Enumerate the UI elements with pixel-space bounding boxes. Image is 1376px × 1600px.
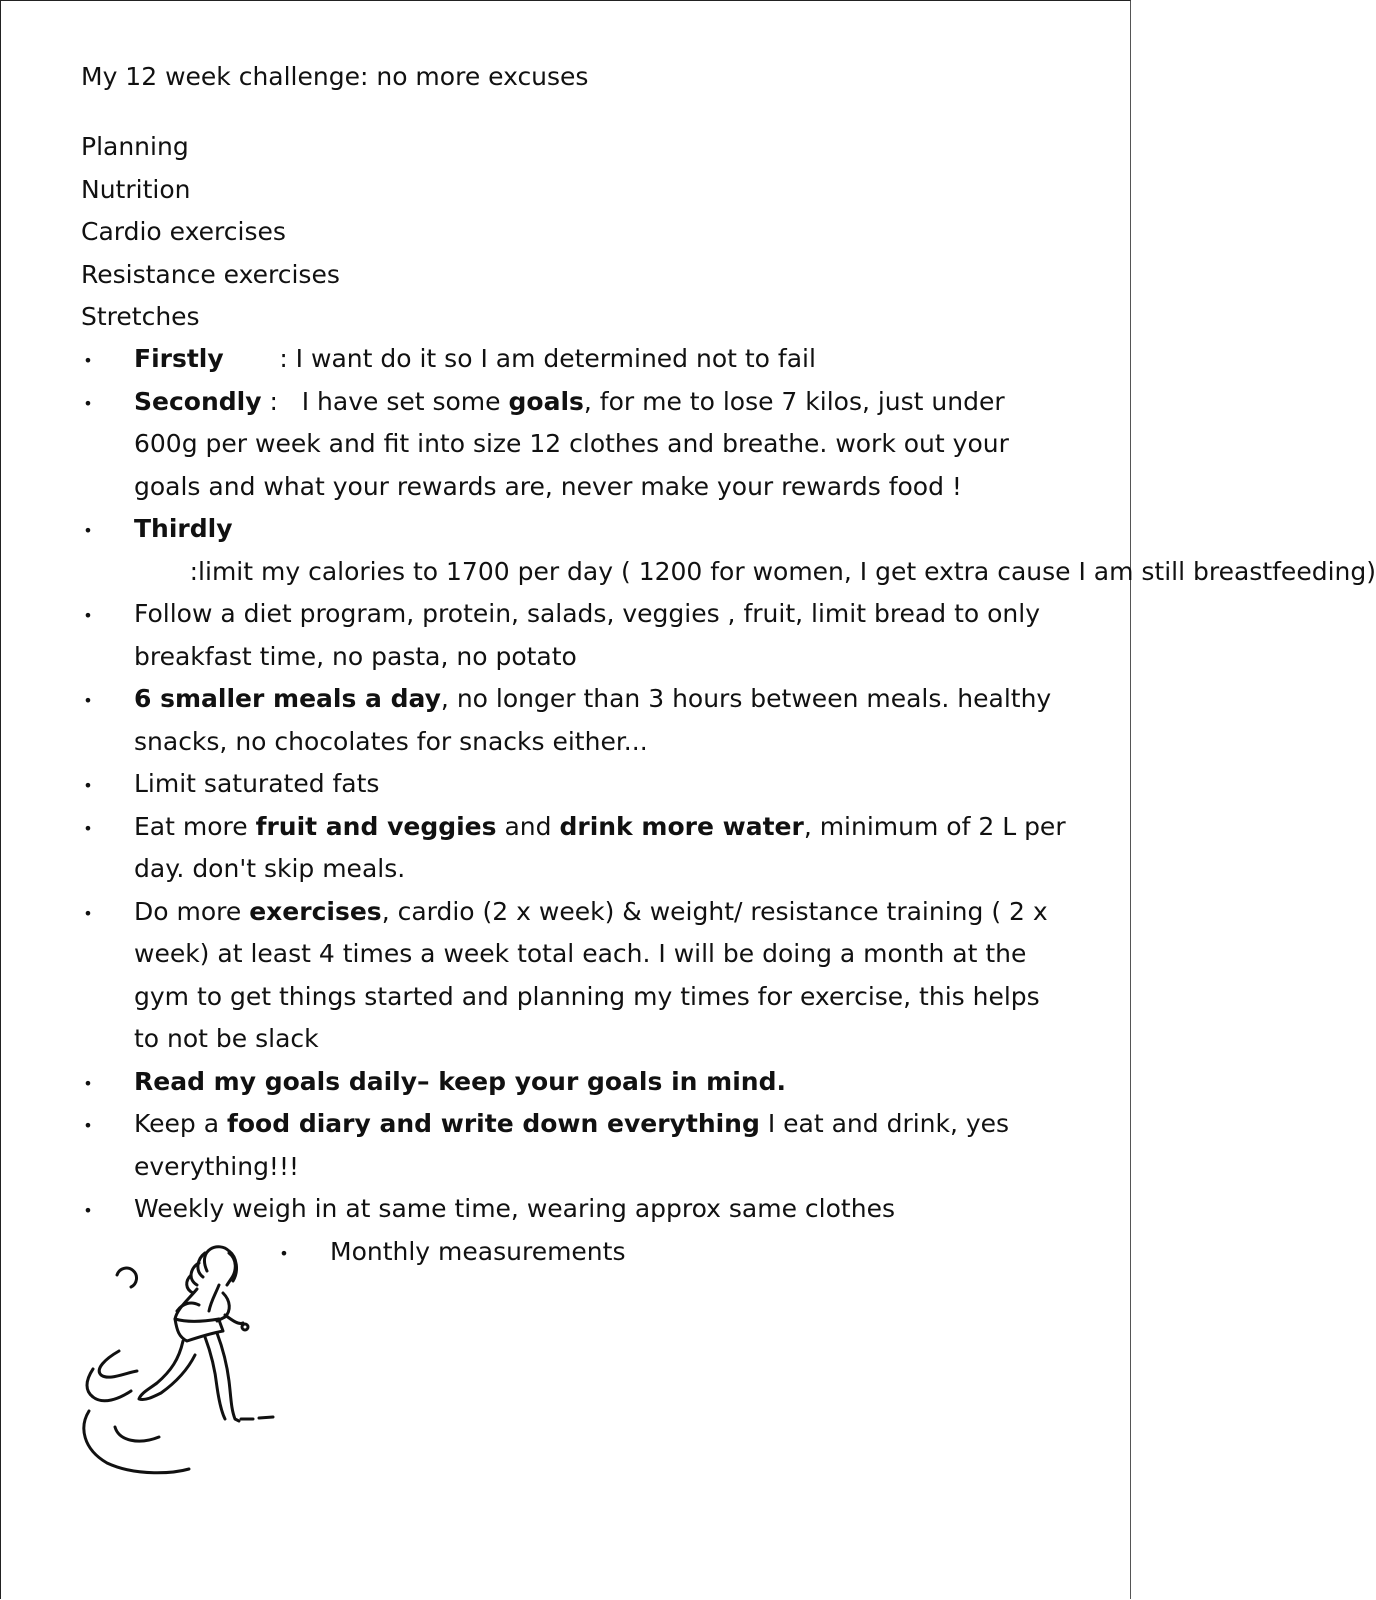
item-text: Monthly measurements: [330, 1236, 626, 1266]
bullet-item-meals: [81, 678, 1071, 763]
item-text: Keep a: [134, 1109, 227, 1138]
bullet-icon: •: [279, 1243, 289, 1263]
item-text: :limit my calories to 1700 per day ( 1200 for women, I get extra cause I am still breastfeeding): [134, 556, 1376, 586]
item-text: I eat and drink, yes everything!!!: [134, 1109, 1010, 1181]
bullet-icon: •: [83, 351, 93, 370]
bullet-icon: •: [83, 606, 93, 625]
bullet-item-firstly: [81, 338, 1071, 381]
topic-item: Nutrition: [81, 174, 191, 204]
bold-text: Read my goals daily– keep your goals in mind.: [134, 1066, 786, 1096]
bullet-item-fats: [81, 763, 1071, 806]
topic-item: Resistance exercises: [81, 259, 340, 289]
bold-text: drink more water: [559, 811, 804, 841]
topic-list: [81, 126, 340, 339]
bold-text: fruit and veggies: [255, 811, 497, 841]
bullet-item-exercise: [81, 891, 1071, 1061]
bold-text: food diary and write down everything: [227, 1109, 760, 1138]
bullet-icon: •: [83, 1116, 93, 1135]
item-text: Weekly weigh in at same time, wearing approx same clothes: [134, 1194, 895, 1223]
bold-text: Thirdly: [134, 514, 233, 543]
item-text: Limit saturated fats: [134, 769, 380, 798]
bullet-list: [81, 338, 1376, 1273]
item-text: Do more: [134, 896, 250, 926]
item-text: , cardio (2 x week) & weight/ resistance training ( 2 x week) at least 4 times a week total each. I will be doing a month at the gym to get things started and planning my times for exercise, this helps to not be slack: [134, 896, 1048, 1053]
bold-text: Secondly: [134, 386, 262, 416]
bullet-item-secondly: [81, 381, 1071, 509]
topic-item: Cardio exercises: [81, 217, 286, 246]
item-text: : I want do it so I am determined not to fail: [223, 344, 816, 373]
bullet-icon: •: [83, 818, 93, 838]
item-text: Follow a diet program, protein, salads, veggies , fruit, limit bread to only breakfast time, no pasta, no potato: [134, 599, 1040, 671]
bullet-icon: •: [83, 1201, 93, 1220]
runner-clipart-icon: [79, 1241, 279, 1481]
bullet-icon: •: [83, 903, 93, 923]
item-text: , minimum of 2 L per day. don't skip meals.: [134, 811, 1066, 883]
bold-text: Firstly: [134, 344, 224, 373]
bullet-item-weigh-in: [81, 1188, 1071, 1231]
bullet-item-read-goals: [81, 1061, 1071, 1104]
bold-text: exercises: [249, 896, 382, 926]
item-text: , for me to lose 7 kilos, just under 600g per week and fit into size 12 clothes and breathe. work out your goals and what your rewards are, never make your rewards food !: [134, 386, 1009, 501]
topic-item: Stretches: [81, 302, 200, 331]
bullet-icon: •: [83, 776, 93, 795]
topic-item: Planning: [81, 132, 189, 161]
bullet-icon: •: [83, 521, 93, 540]
bullet-icon: •: [83, 393, 93, 413]
bullet-icon: •: [83, 691, 93, 710]
bullet-icon: •: [83, 1073, 93, 1093]
item-text: and: [496, 811, 560, 841]
bullet-item-thirdly: [81, 508, 1376, 593]
page-title: My 12 week challenge: no more excuses: [81, 62, 589, 91]
bold-text: goals: [508, 386, 584, 416]
item-text: , no longer than 3 hours between meals. healthy snacks, no chocolates for snacks either...: [134, 684, 1052, 756]
bullet-item-food-diary: [81, 1103, 1071, 1188]
bullet-item-eat-more: [81, 806, 1071, 891]
bullet-item-diet: [81, 593, 1071, 678]
bold-text: 6 smaller meals a day: [134, 684, 441, 713]
item-text: : I have set some: [261, 386, 509, 416]
item-text: Eat more: [134, 811, 256, 841]
